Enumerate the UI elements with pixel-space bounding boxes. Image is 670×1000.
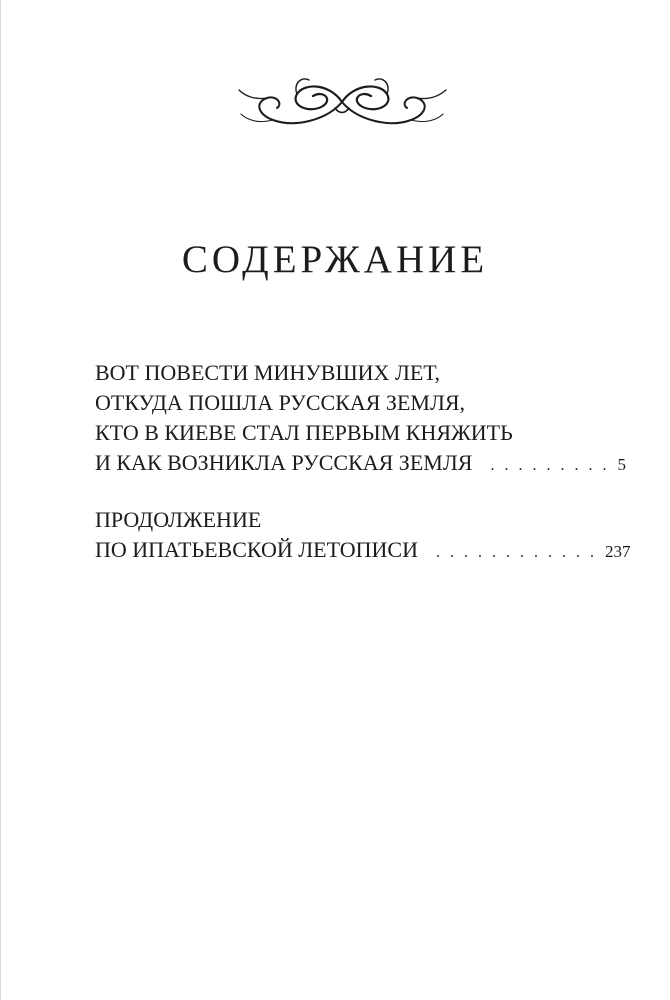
toc-entry-line: ОТКУДА ПОШЛА РУССКАЯ ЗЕМЛЯ,: [95, 390, 466, 415]
page-edge: [0, 0, 1, 1000]
page-number: 5: [617, 455, 626, 474]
page-title: СОДЕРЖАНИЕ: [181, 238, 489, 281]
toc-entry-line: КТО В КИЕВЕ СТАЛ ПЕРВЫМ КНЯЖИТЬ: [95, 420, 513, 445]
toc-entry-line: И КАК ВОЗНИКЛА РУССКАЯ ЗЕМЛЯ: [95, 450, 473, 475]
dot-leader: . . . . . . . . . . . .: [436, 544, 597, 561]
toc-entry-last-line: [95, 535, 631, 568]
toc-entry-line: ПРОДОЛЖЕНИЕ: [95, 507, 262, 532]
flourish-ornament-icon: [235, 62, 450, 137]
toc-entry: [95, 505, 631, 568]
toc-entry-line: ВОТ ПОВЕСТИ МИНУВШИХ ЛЕТ,: [95, 360, 441, 385]
table-of-contents: [95, 358, 631, 592]
toc-entry-last-line: [95, 448, 626, 481]
dot-leader: . . . . . . . . .: [490, 457, 610, 474]
toc-entry-line: ПО ИПАТЬЕВСКОЙ ЛЕТОПИСИ: [95, 537, 418, 562]
toc-entry: [95, 358, 626, 481]
page-number: 237: [605, 542, 631, 561]
